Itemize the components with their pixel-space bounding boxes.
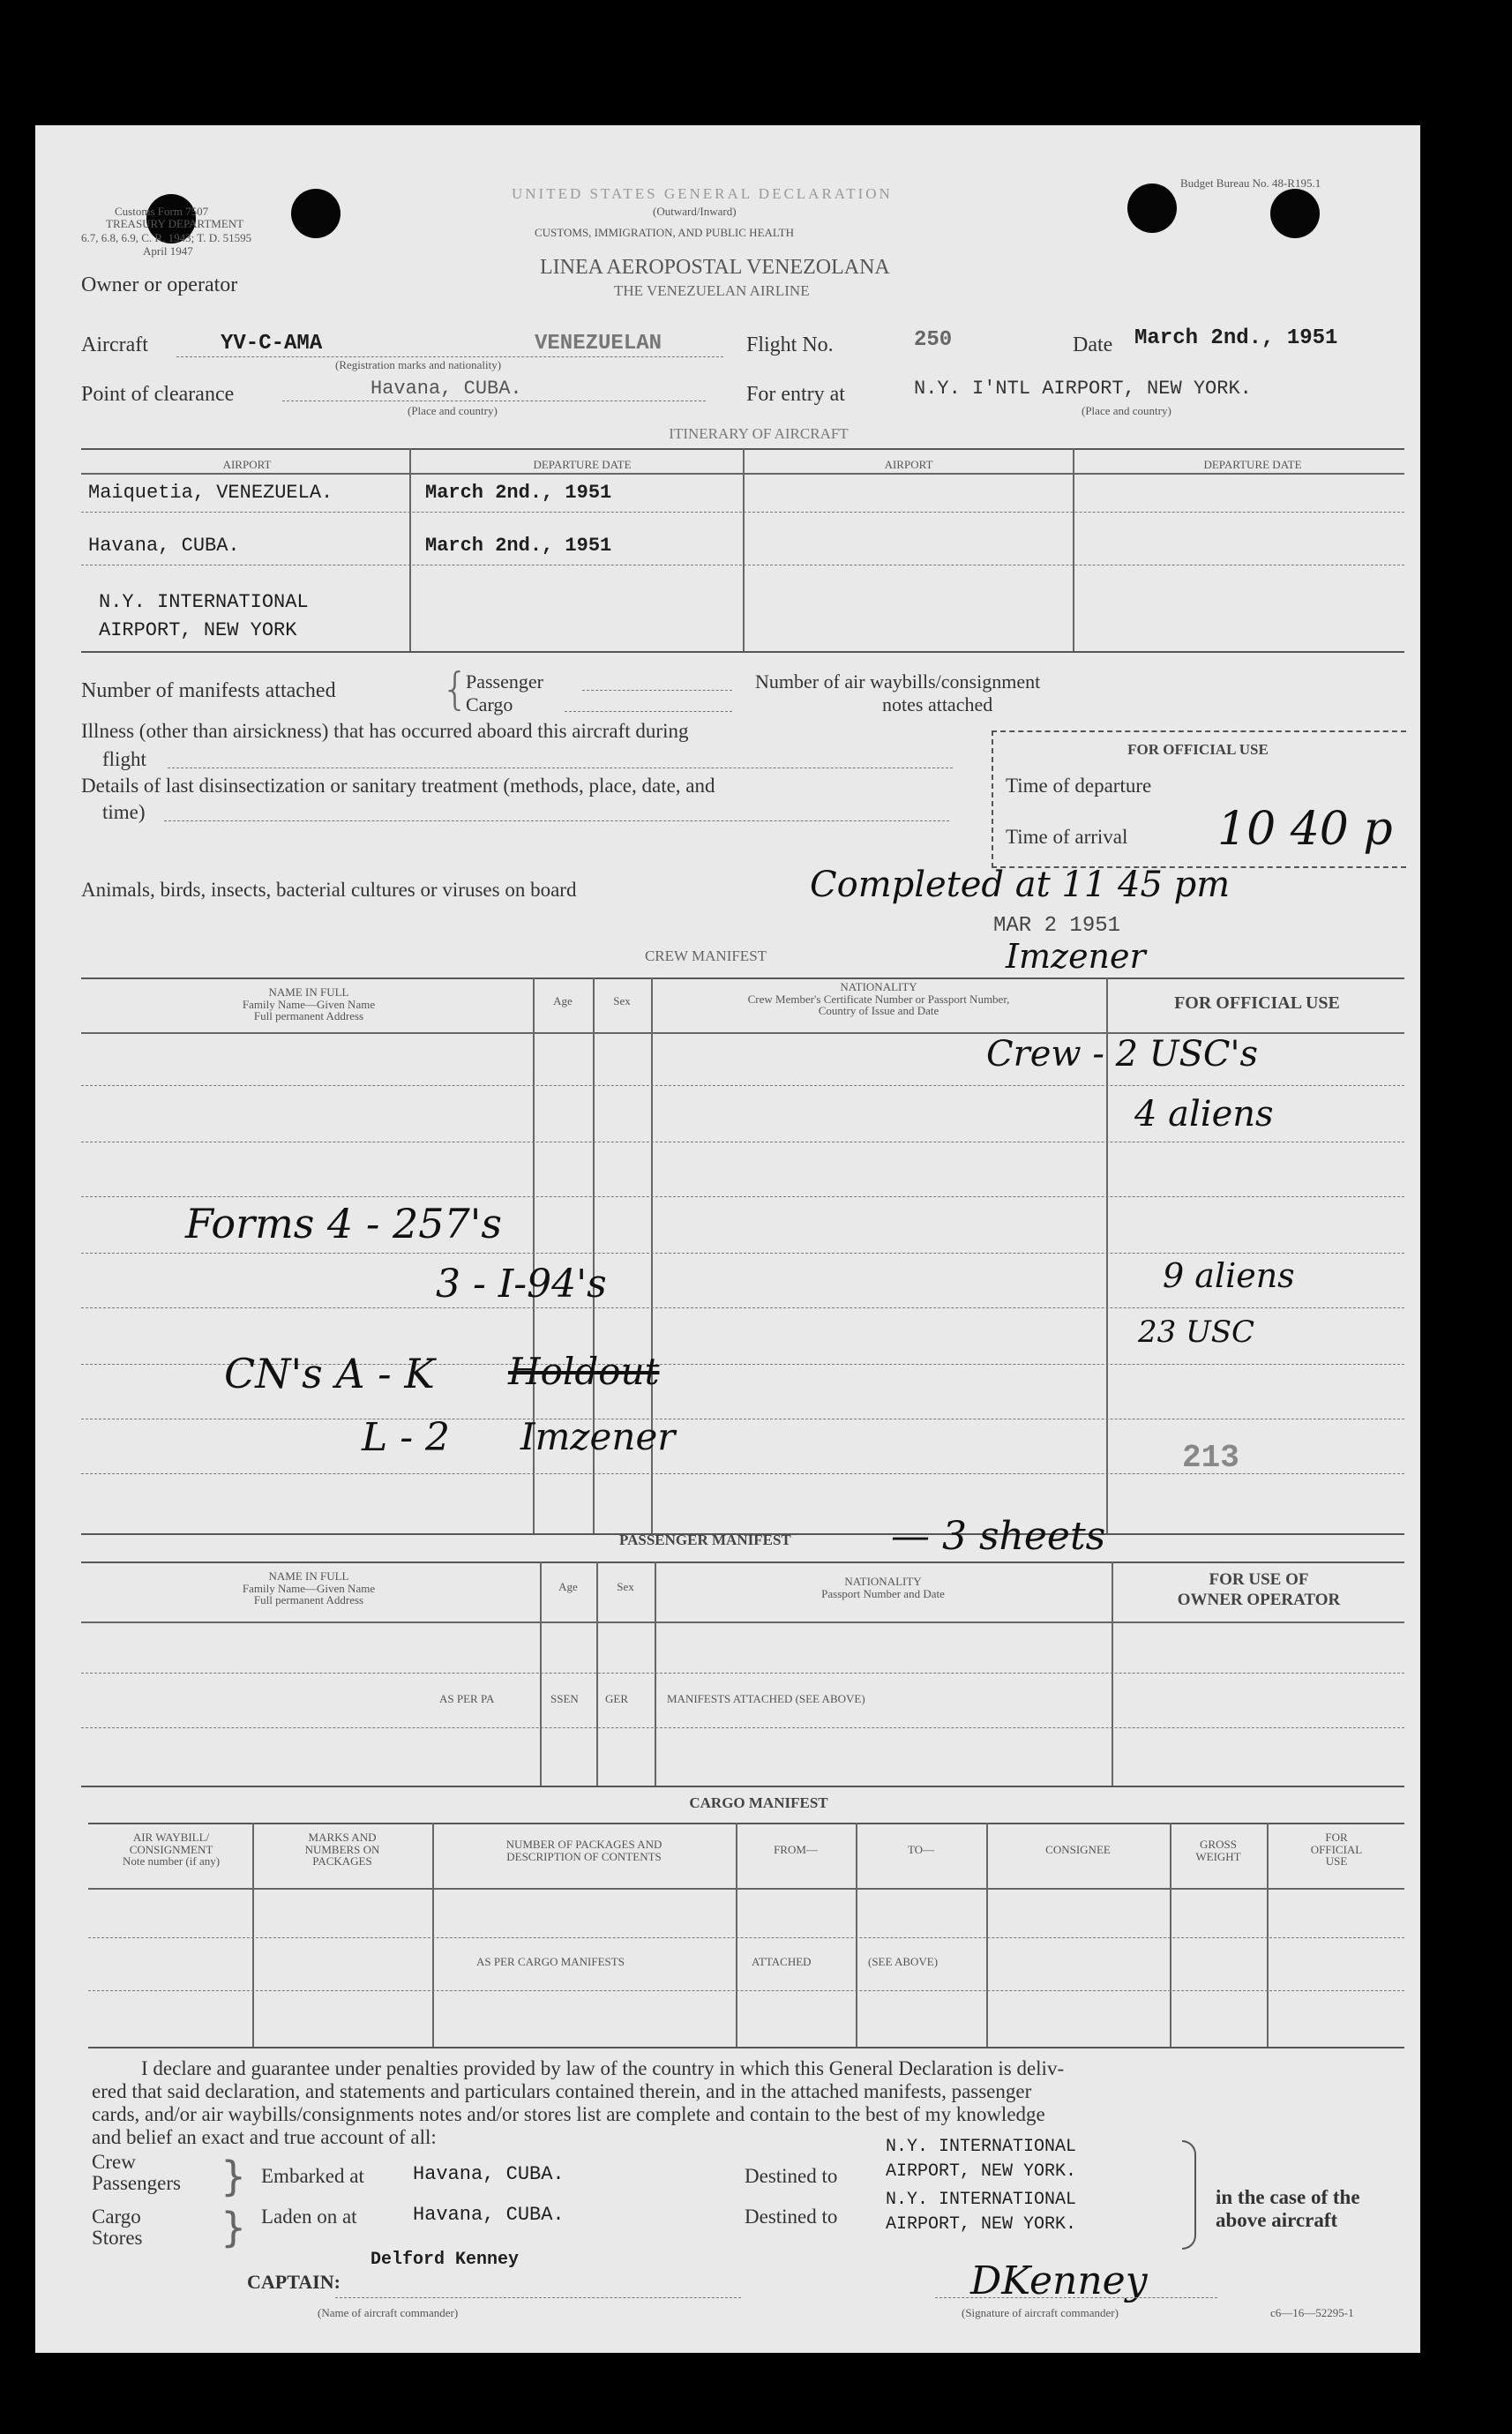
punch-hole — [291, 189, 341, 238]
crew-word: Crew — [92, 2151, 136, 2173]
destination-1a: N.Y. INTERNATIONAL — [886, 2137, 1077, 2157]
destined-label-2: Destined to — [745, 2206, 838, 2228]
hand-forms: Forms 4 - 257's — [185, 1200, 503, 1247]
agencies: CUSTOMS, IMMIGRATION, AND PUBLIC HEALTH — [535, 226, 794, 239]
passenger-col-owner: FOR USE OF OWNER OPERATOR — [1177, 1570, 1341, 1609]
hand-initials: Imzener — [520, 1415, 676, 1458]
passengers-word: Passengers — [92, 2172, 181, 2194]
hand-usc-23: 23 USC — [1138, 1314, 1255, 1350]
declaration-line-3: cards, and/or air waybills/consignments notes and/or stores list are complete and contain to the best of my knowledge — [92, 2103, 1045, 2125]
stores-word: Stores — [92, 2227, 143, 2249]
official-initials: Imzener — [1006, 937, 1146, 976]
cargo-word: Cargo — [92, 2206, 141, 2228]
clearance-value: Havana, CUBA. — [371, 378, 522, 400]
passenger-row-b: SSEN — [550, 1692, 579, 1705]
passenger-col-age: Age — [558, 1580, 578, 1593]
captain-signature: DKenney — [970, 2258, 1148, 2303]
illness-label: Illness (other than airsickness) that has occurred aboard this aircraft during — [81, 720, 689, 742]
col-departure-2: DEPARTURE DATE — [1203, 458, 1302, 471]
passenger-row-c: GER — [605, 1692, 628, 1705]
entry-caption: (Place and country) — [1082, 404, 1171, 417]
destination-1b: AIRPORT, NEW YORK. — [886, 2161, 1077, 2182]
cargo-row-a: AS PER CARGO MANIFESTS — [476, 1955, 625, 1968]
signature-caption: (Signature of aircraft commander) — [962, 2306, 1119, 2319]
name-caption: (Name of aircraft commander) — [318, 2306, 459, 2319]
clearance-caption: (Place and country) — [408, 404, 498, 417]
cargo-col-marks: MARKS AND NUMBERS ON PACKAGES — [304, 1831, 380, 1869]
disinsect-label: Details of last disinsectization or sanitary treatment (methods, place, date, and — [81, 775, 715, 797]
laden-value: Havana, CUBA. — [413, 2204, 565, 2226]
cargo-col-number: NUMBER OF PACKAGES AND DESCRIPTION OF CONTENTS — [505, 1838, 662, 1863]
footer-code: c6—16—52295-1 — [1270, 2306, 1354, 2319]
captain-name: Delford Kenney — [371, 2250, 520, 2270]
destined-label-1: Destined to — [745, 2165, 838, 2187]
registration-caption: (Registration marks and nationality) — [335, 358, 502, 371]
embarked-value: Havana, CUBA. — [413, 2163, 565, 2185]
cargo-col-waybill: AIR WAYBILL/ CONSIGNMENT Note number (if any) — [122, 1831, 221, 1869]
nationality-value: VENEZUELAN — [535, 332, 662, 356]
entry-value: N.Y. I'NTL AIRPORT, NEW YORK. — [914, 378, 1252, 400]
passenger-row-a: AS PER PA — [439, 1692, 495, 1705]
crew-col-official: FOR OFFICIAL USE — [1174, 993, 1340, 1013]
departure-label: Time of departure — [1006, 775, 1152, 797]
hand-l2: L - 2 — [362, 1415, 451, 1460]
brace: } — [221, 2204, 247, 2251]
destination-2a: N.Y. INTERNATIONAL — [886, 2190, 1077, 2210]
cargo-row-b: ATTACHED — [752, 1955, 812, 1968]
completed-handwritten: Completed at 11 45 pm — [810, 865, 1231, 905]
animals-label: Animals, birds, insects, bacterial cultures or viruses on board — [81, 879, 577, 901]
form-number: Customs Form 7507 — [115, 205, 209, 218]
cargo-col-official: FOR OFFICIAL USE — [1310, 1831, 1363, 1869]
punch-hole — [1270, 189, 1320, 238]
owner-label: Owner or operator — [81, 273, 238, 296]
date-label: Date — [1073, 333, 1113, 356]
passenger-col-sex: Sex — [617, 1580, 634, 1593]
itinerary-airport: AIRPORT, NEW YORK — [99, 619, 297, 641]
captain-label: CAPTAIN: — [247, 2271, 341, 2293]
col-airport: AIRPORT — [222, 458, 272, 471]
brace: { — [441, 663, 469, 715]
arrival-handwritten: 10 40 p — [1217, 803, 1393, 856]
declaration-line-1: I declare and guarantee under penalties provided by law of the country in which this General Declaration is deliv- — [141, 2057, 1065, 2079]
declaration-line-4: and belief an exact and true account of all: — [92, 2126, 437, 2148]
itinerary-airport: N.Y. INTERNATIONAL — [99, 591, 309, 613]
brace: } — [221, 2153, 247, 2200]
waybills-label: Number of air waybills/consignment — [755, 670, 1041, 693]
case-line-2: above aircraft — [1216, 2209, 1338, 2231]
cargo-col-from: FROM— — [774, 1843, 818, 1856]
hand-form2: 3 - I-94's — [436, 1262, 607, 1307]
cargo-col-gross: GROSS WEIGHT — [1195, 1838, 1241, 1863]
passenger-title: PASSENGER MANIFEST — [619, 1532, 791, 1548]
brace — [1182, 2140, 1196, 2250]
hand-3-sheets: — 3 sheets — [891, 1514, 1106, 1559]
crew-title: CREW MANIFEST — [644, 947, 767, 964]
crew-col-age: Age — [553, 994, 573, 1007]
passenger-label: Passenger — [466, 670, 543, 693]
official-title: FOR OFFICIAL USE — [1127, 741, 1269, 758]
manifests-label: Number of manifests attached — [81, 679, 336, 702]
crew-col-name: NAME IN FULL Family Name—Given Name Full permanent Address — [242, 985, 376, 1023]
crew-col-nationality: NATIONALITY Crew Member's Certificate Number or Passport Number, Country of Issue and Date — [747, 980, 1010, 1018]
notes-label: notes attached — [882, 693, 993, 715]
passenger-col-nationality: NATIONALITY Passport Number and Date — [821, 1575, 945, 1600]
airline-name: LINEA AEROPOSTAL VENEZOLANA — [540, 256, 890, 279]
itinerary-date: March 2nd., 1951 — [425, 535, 612, 557]
punch-hole — [1127, 183, 1177, 233]
hand-aliens-9: 9 aliens — [1163, 1256, 1295, 1295]
declaration-line-2: ered that said declaration, and statements and particulars contained therein, and in the attached manifests, passenger — [92, 2080, 1032, 2102]
department: TREASURY DEPARTMENT — [106, 217, 244, 230]
cargo-label: Cargo — [466, 693, 513, 715]
form-subtitle: (Outward/Inward) — [653, 205, 737, 218]
col-departure: DEPARTURE DATE — [533, 458, 632, 471]
hand-cn-struck: Holdout — [508, 1350, 660, 1393]
passenger-row-d: MANIFESTS ATTACHED (SEE ABOVE) — [667, 1692, 865, 1705]
case-line-1: in the case of the — [1216, 2186, 1360, 2208]
aircraft-rule — [176, 356, 723, 357]
itinerary-airport: Havana, CUBA. — [88, 535, 240, 557]
cargo-row-c: (SEE ABOVE) — [868, 1955, 939, 1968]
hand-crew: Crew - 2 USC's — [986, 1034, 1258, 1075]
passenger-col-name: NAME IN FULL Family Name—Given Name Full permanent Address — [242, 1569, 376, 1607]
destination-2b: AIRPORT, NEW YORK. — [886, 2214, 1077, 2235]
itinerary-title: ITINERARY OF AIRCRAFT — [669, 425, 849, 442]
budget-number: Budget Bureau No. 48-R195.1 — [1180, 176, 1321, 190]
aircraft-value: YV-C-AMA — [221, 332, 323, 356]
hand-cn: CN's A - K — [224, 1350, 435, 1397]
embarked-label: Embarked at — [261, 2165, 364, 2187]
crew-col-sex: Sex — [613, 994, 631, 1007]
cargo-title: CARGO MANIFEST — [689, 1794, 828, 1811]
laden-label: Laden on at — [261, 2206, 357, 2228]
flight-no-value: 250 — [914, 328, 953, 352]
time-label: time) — [102, 801, 146, 823]
itinerary-date: March 2nd., 1951 — [425, 482, 612, 504]
date-value: March 2nd., 1951 — [1134, 326, 1338, 350]
clearance-label: Point of clearance — [81, 383, 235, 406]
stamp-number: 213 — [1182, 1440, 1239, 1476]
entry-label: For entry at — [746, 383, 845, 406]
itinerary-airport: Maiquetia, VENEZUELA. — [88, 482, 333, 504]
flight-no-label: Flight No. — [746, 333, 834, 356]
date-stamp: MAR 2 1951 — [993, 914, 1121, 938]
cargo-col-to: TO— — [907, 1843, 935, 1856]
airline-subtitle: THE VENEZUELAN AIRLINE — [614, 282, 810, 299]
hand-aliens-4: 4 aliens — [1134, 1094, 1274, 1135]
arrival-label: Time of arrival — [1006, 826, 1128, 848]
form-date: April 1947 — [143, 244, 193, 258]
aircraft-label: Aircraft — [81, 333, 148, 356]
flight-label: flight — [102, 748, 146, 770]
regulations: 6.7, 6.8, 6.9, C. R. 1943; T. D. 51595 — [81, 231, 252, 244]
form-title: UNITED STATES GENERAL DECLARATION — [512, 185, 893, 202]
col-airport-2: AIRPORT — [884, 458, 933, 471]
cargo-col-consignee: CONSIGNEE — [1045, 1843, 1111, 1856]
